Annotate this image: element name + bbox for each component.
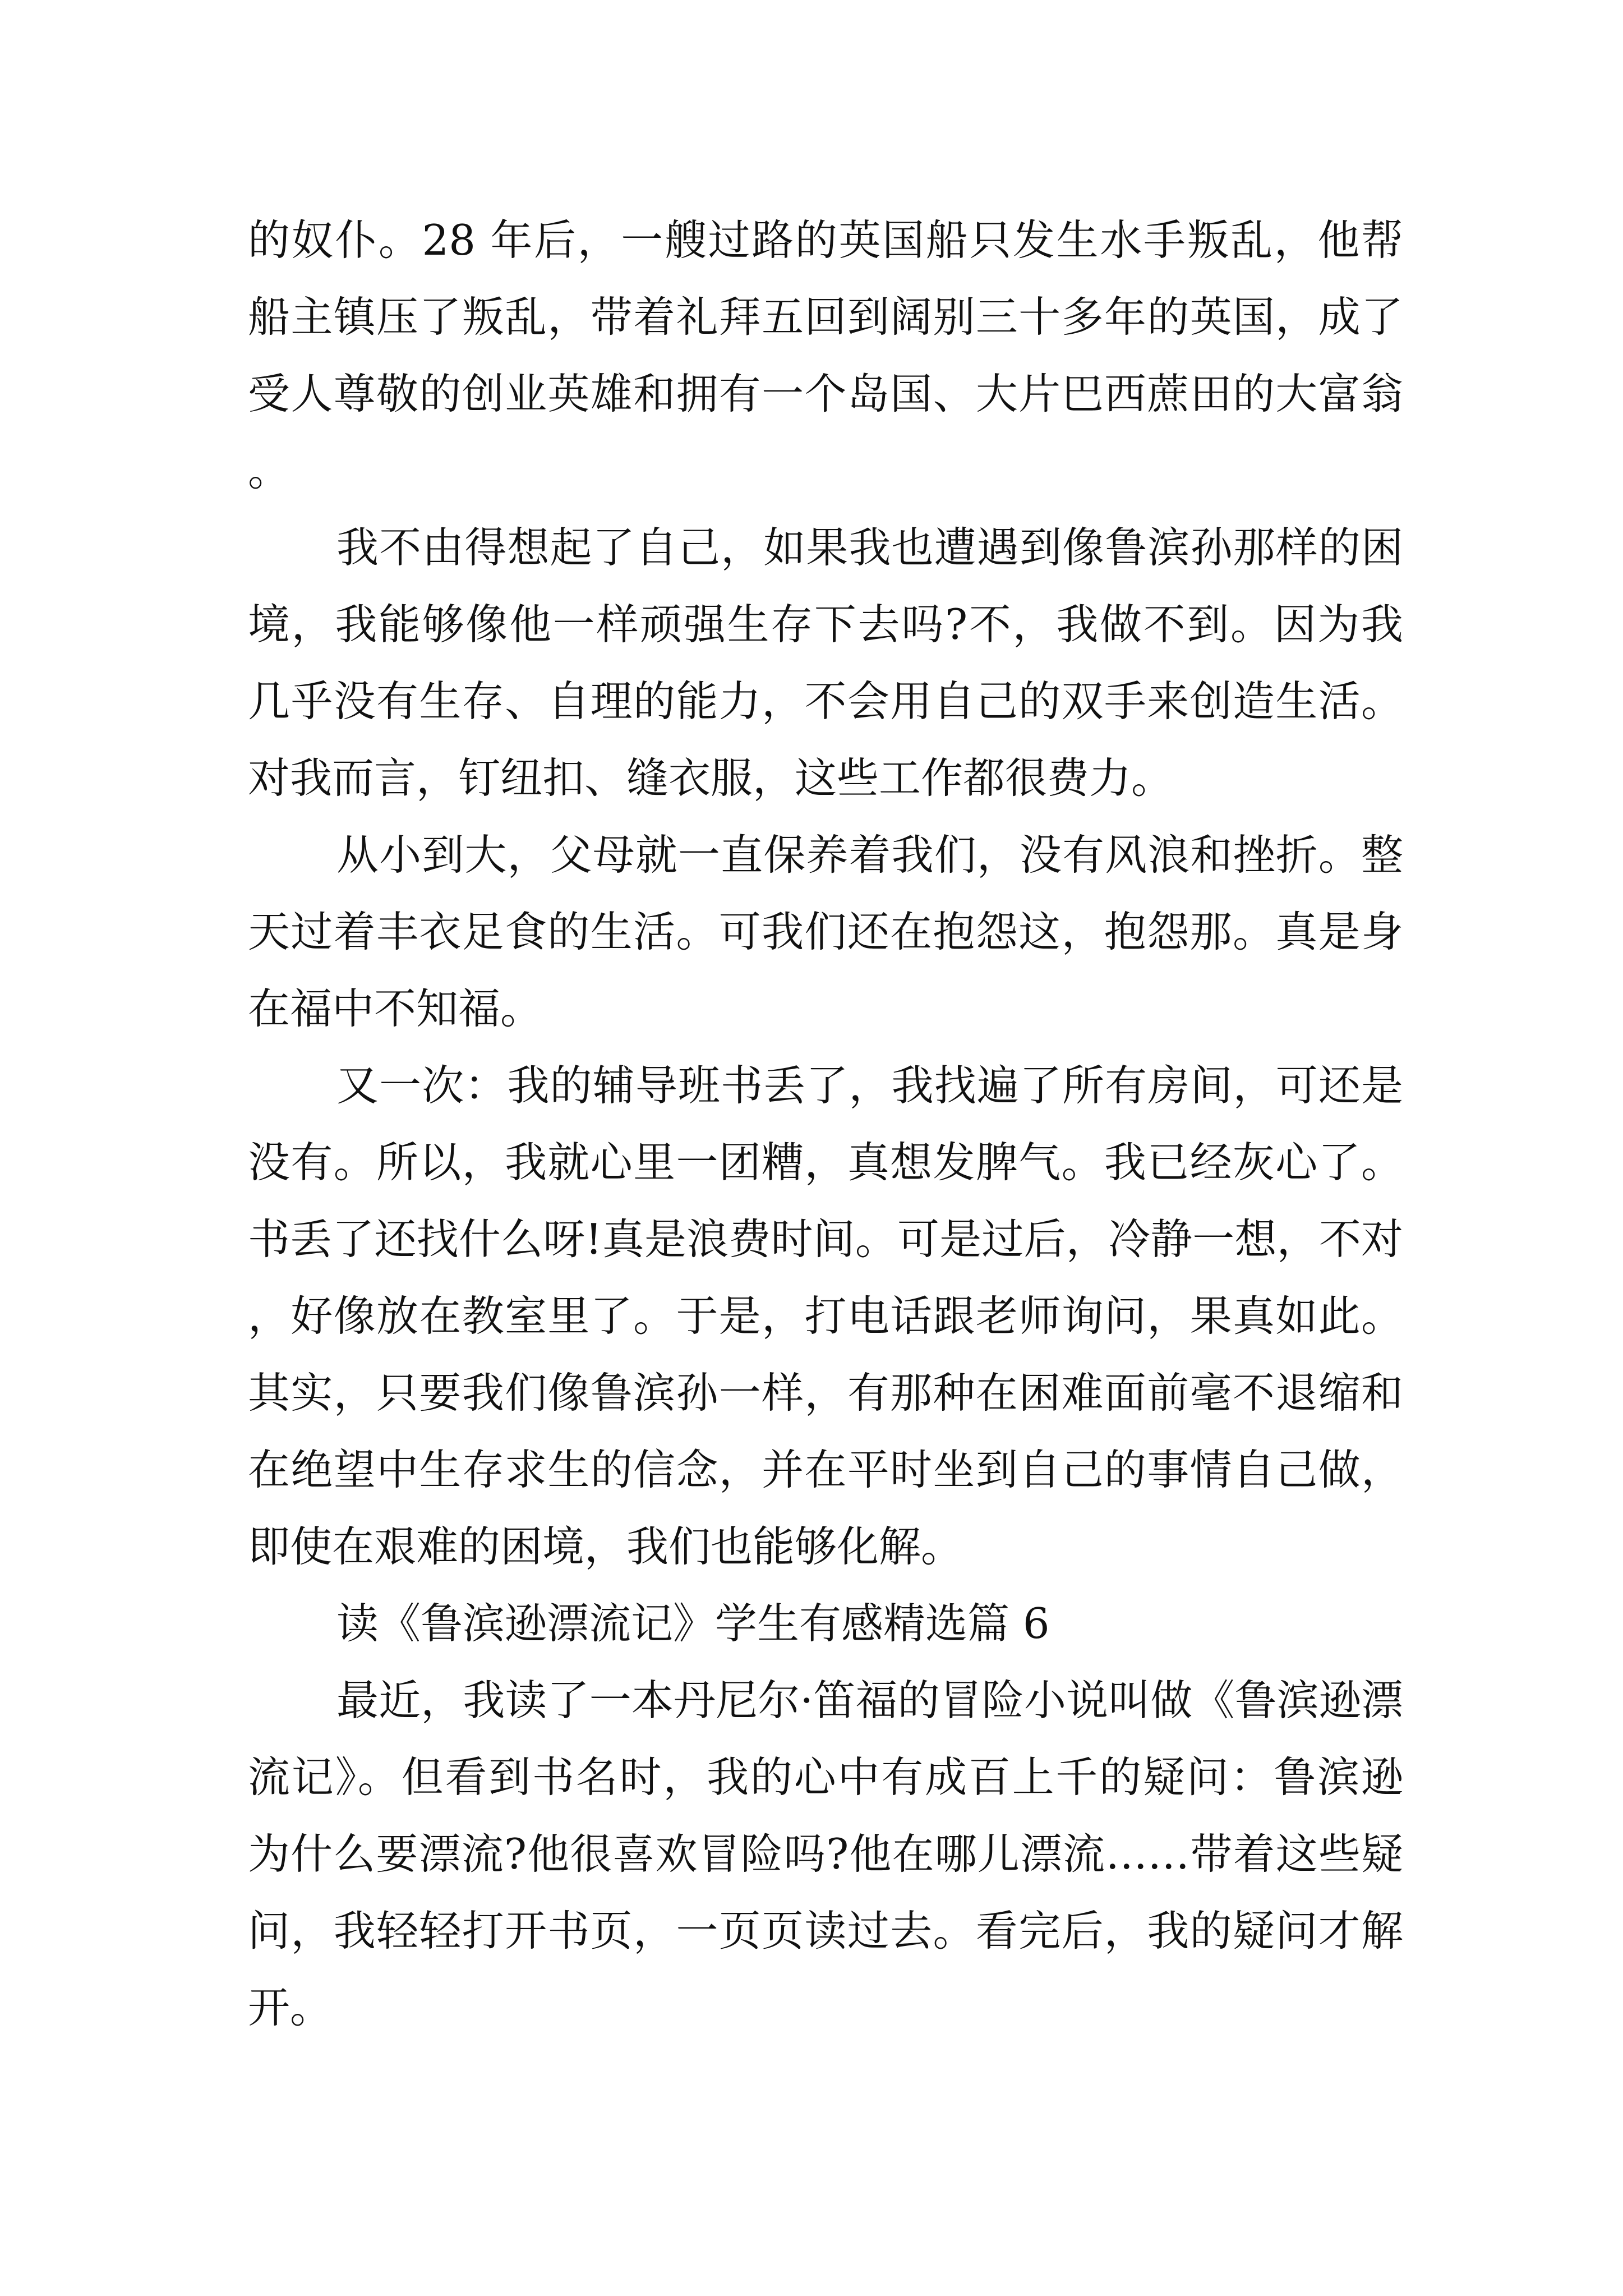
paragraph-1: 的奴仆。28 年后，一艘过路的英国船只发生水手叛乱，他帮船主镇压了叛乱，带着礼拜五回到阔别三十多年的英国，成了受人尊敬的创业英雄和拥有一个岛国、大片巴西蔗田的大富翁。 — [248, 215, 1403, 495]
section-heading: 读《鲁滨逊漂流记》学生有感精选篇 6 — [336, 1599, 1050, 1648]
paragraph-4: 又一次：我的辅导班书丢了，我找遍了所有房间，可还是没有。所以，我就心里一团糟，真想发脾气。我已经灰心了。书丢了还找什么呀!真是浪费时间。可是过后，冷静一想，不对，好像放在教室里了。于是，打电话跟老师询问，果真如此。其实，只要我们像鲁滨孙一样，有那种在困难面前毫不退缩和在绝望中生存求生的信念，并在平时坐到自己的事情自己做，即使在艰难的困境，我们也能够化解。 — [248, 1061, 1403, 1571]
paragraph-2: 我不由得想起了自己，如果我也遭遇到像鲁滨孙那样的困境，我能够像他一样顽强生存下去吗?不，我做不到。因为我几乎没有生存、自理的能力，不会用自己的双手来创造生活。对我而言，钉纽扣、缝衣服，这些工作都很费力。 — [248, 523, 1403, 803]
paragraph-3: 从小到大，父母就一直保养着我们，没有风浪和挫折。整天过着丰衣足食的生活。可我们还在抱怨这，抱怨那。真是身在福中不知福。 — [248, 830, 1403, 1033]
document-body — [248, 202, 1403, 2046]
paragraph-5: 最近，我读了一本丹尼尔·笛福的冒险小说叫做《鲁滨逊漂流记》。但看到书名时，我的心中有成百上千的疑问：鲁滨逊为什么要漂流?他很喜欢冒险吗?他在哪儿漂流……带着这些疑问，我轻轻打开书页，一页页读过去。看完后，我的疑问才解开。 — [248, 1676, 1403, 2032]
